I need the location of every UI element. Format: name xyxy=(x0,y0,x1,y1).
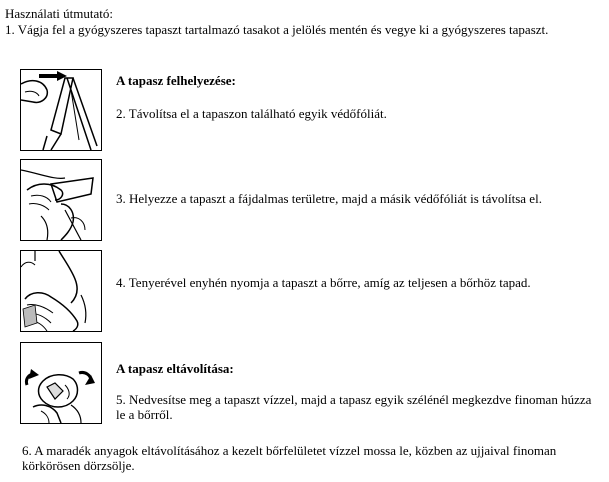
illustration-peel-foil xyxy=(20,69,102,151)
step-2-text: 2. Távolítsa el a tapaszon található egyik védőfóliát. xyxy=(116,106,387,121)
illustration-remove-patch xyxy=(20,342,102,424)
apply-heading: A tapasz felhelyezése: xyxy=(116,73,236,88)
instructions-title: Használati útmutató: xyxy=(5,6,113,21)
remove-heading: A tapasz eltávolítása: xyxy=(116,361,234,376)
step-4-text: 4. Tenyerével enyhén nyomja a tapaszt a bőrre, amíg az teljesen a bőrhöz tapad. xyxy=(116,275,531,290)
step-3-text: 3. Helyezze a tapaszt a fájdalmas területre, majd a másik védőfóliát is távolítsa el. xyxy=(116,191,542,206)
illustration-press-patch xyxy=(20,250,102,332)
step-6-text: 6. A maradék anyagok eltávolításához a kezelt bőrfelületet vízzel mossa le, közben az ujjaival finoman körkörösen dörzsölje. xyxy=(22,443,557,473)
step-5-text: 5. Nedvesítse meg a tapaszt vízzel, majd a tapasz egyik szélénél megkezdve finoman húzza le a bőrről. xyxy=(116,392,592,422)
illustration-place-patch xyxy=(20,159,102,241)
step-1-text: 1. Vágja fel a gyógyszeres tapaszt tartalmazó tasakot a jelölés mentén és vegye ki a gyógyszeres tapaszt. xyxy=(5,22,549,37)
